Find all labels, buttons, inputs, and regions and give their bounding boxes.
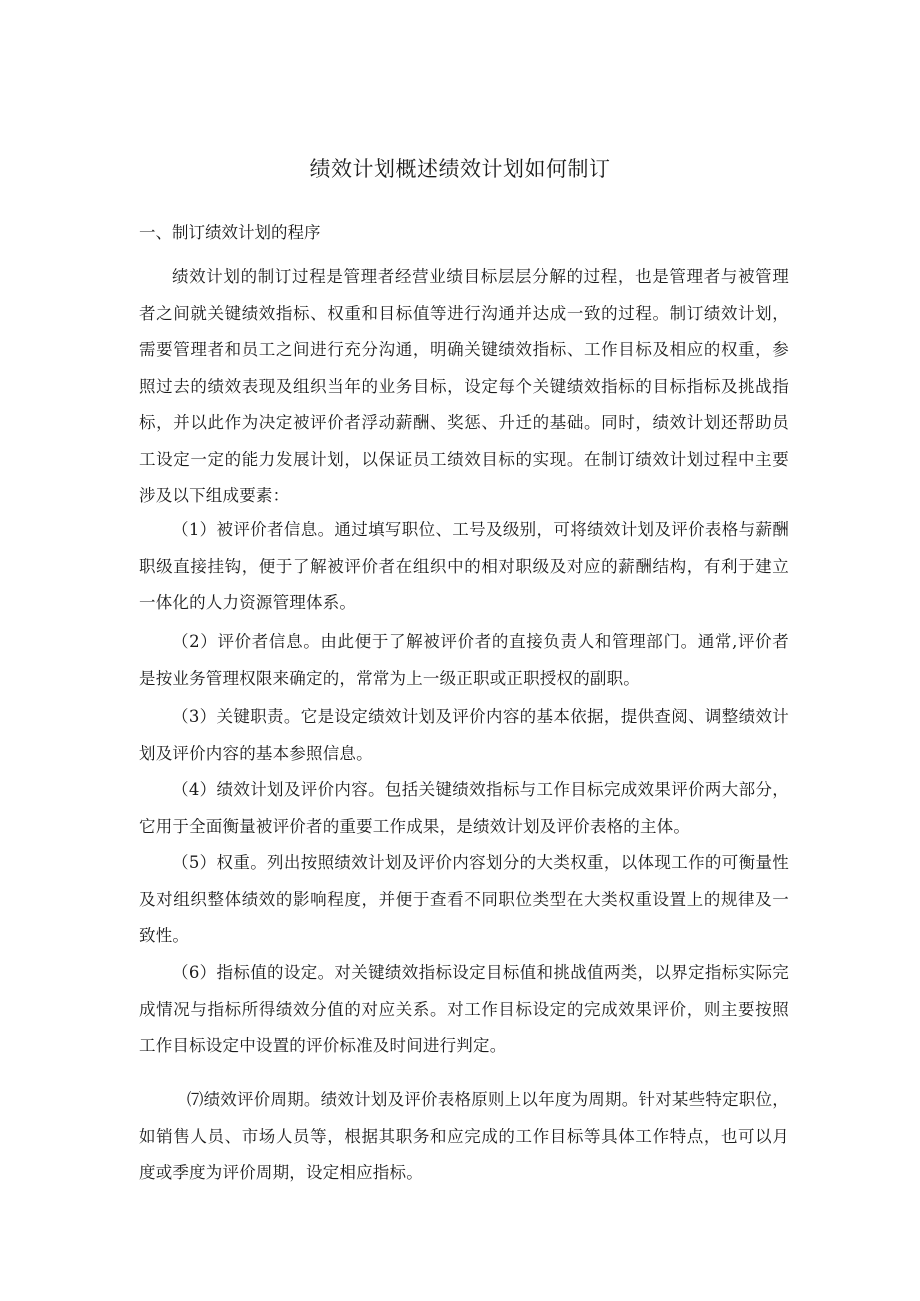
section-heading: 一、制订绩效计划的程序 bbox=[139, 223, 321, 242]
element-item-4: （4）绩效计划及评价内容。包括关键绩效指标与工作目标完成效果评价两大部分，它用于全面衡量被评价者的重要工作成果，是绩效计划及评价表格的主体。 bbox=[139, 780, 789, 836]
element-item-5: （5）权重。列出按照绩效计划及评价内容划分的大类权重，以体现工作的可衡量性及对组织整体绩效的影响程度，并便于查看不同职位类型在大类权重设置上的规律及一致性。 bbox=[139, 853, 789, 945]
element-item-1: （1）被评价者信息。通过填写职位、工号及级别，可将绩效计划及评价表格与薪酬职级直接挂钩，便于了解被评价者在组织中的相对职级及对应的薪酬结构，有利于建立一体化的人力资源管理体系。 bbox=[139, 520, 789, 612]
element-item-2: （2）评价者信息。由此便于了解被评价者的直接负责人和管理部门。通常,评价者是按业务管理权限来确定的，常常为上一级正职或正职授权的副职。 bbox=[139, 632, 789, 688]
element-item-3: （3）关键职责。它是设定绩效计划及评价内容的基本依据，提供查阅、调整绩效计划及评价内容的基本参照信息。 bbox=[139, 707, 789, 763]
element-item-6: （6）指标值的设定。对关键绩效指标设定目标值和挑战值两类，以界定指标实际完成情况与指标所得绩效分值的对应关系。对工作目标设定的完成效果评价，则主要按照工作目标设定中设置的评价标准及时间进行判定。 bbox=[139, 963, 789, 1055]
intro-paragraph: 绩效计划的制订过程是管理者经营业绩目标层层分解的过程，也是管理者与被管理者之间就关键绩效指标、权重和目标值等进行沟通并达成一致的过程。制订绩效计划，需要管理者和员工之间进行充分沟通，明确关键绩效指标、工作目标及相应的权重，参照过去的绩效表现及组织当年的业务目标，设定每个关键绩效指标的目标指标及挑战指标，并以此作为决定被评价者浮动薪酬、奖惩、升迁的基础。同时，绩效计划还帮助员工设定一定的能力发展计划，以保证员工绩效目标的实现。在制订绩效计划过程中主要涉及以下组成要素： bbox=[139, 267, 789, 505]
document-title: 绩效计划概述绩效计划如何制订 bbox=[309, 157, 611, 181]
element-item-7: ⑺绩效评价周期。绩效计划及评价表格原则上以年度为周期。针对某些特定职位，如销售人员、市场人员等，根据其职务和应完成的工作目标等具体工作特点，也可以月度或季度为评价周期，设定相应指标。 bbox=[139, 1090, 789, 1182]
